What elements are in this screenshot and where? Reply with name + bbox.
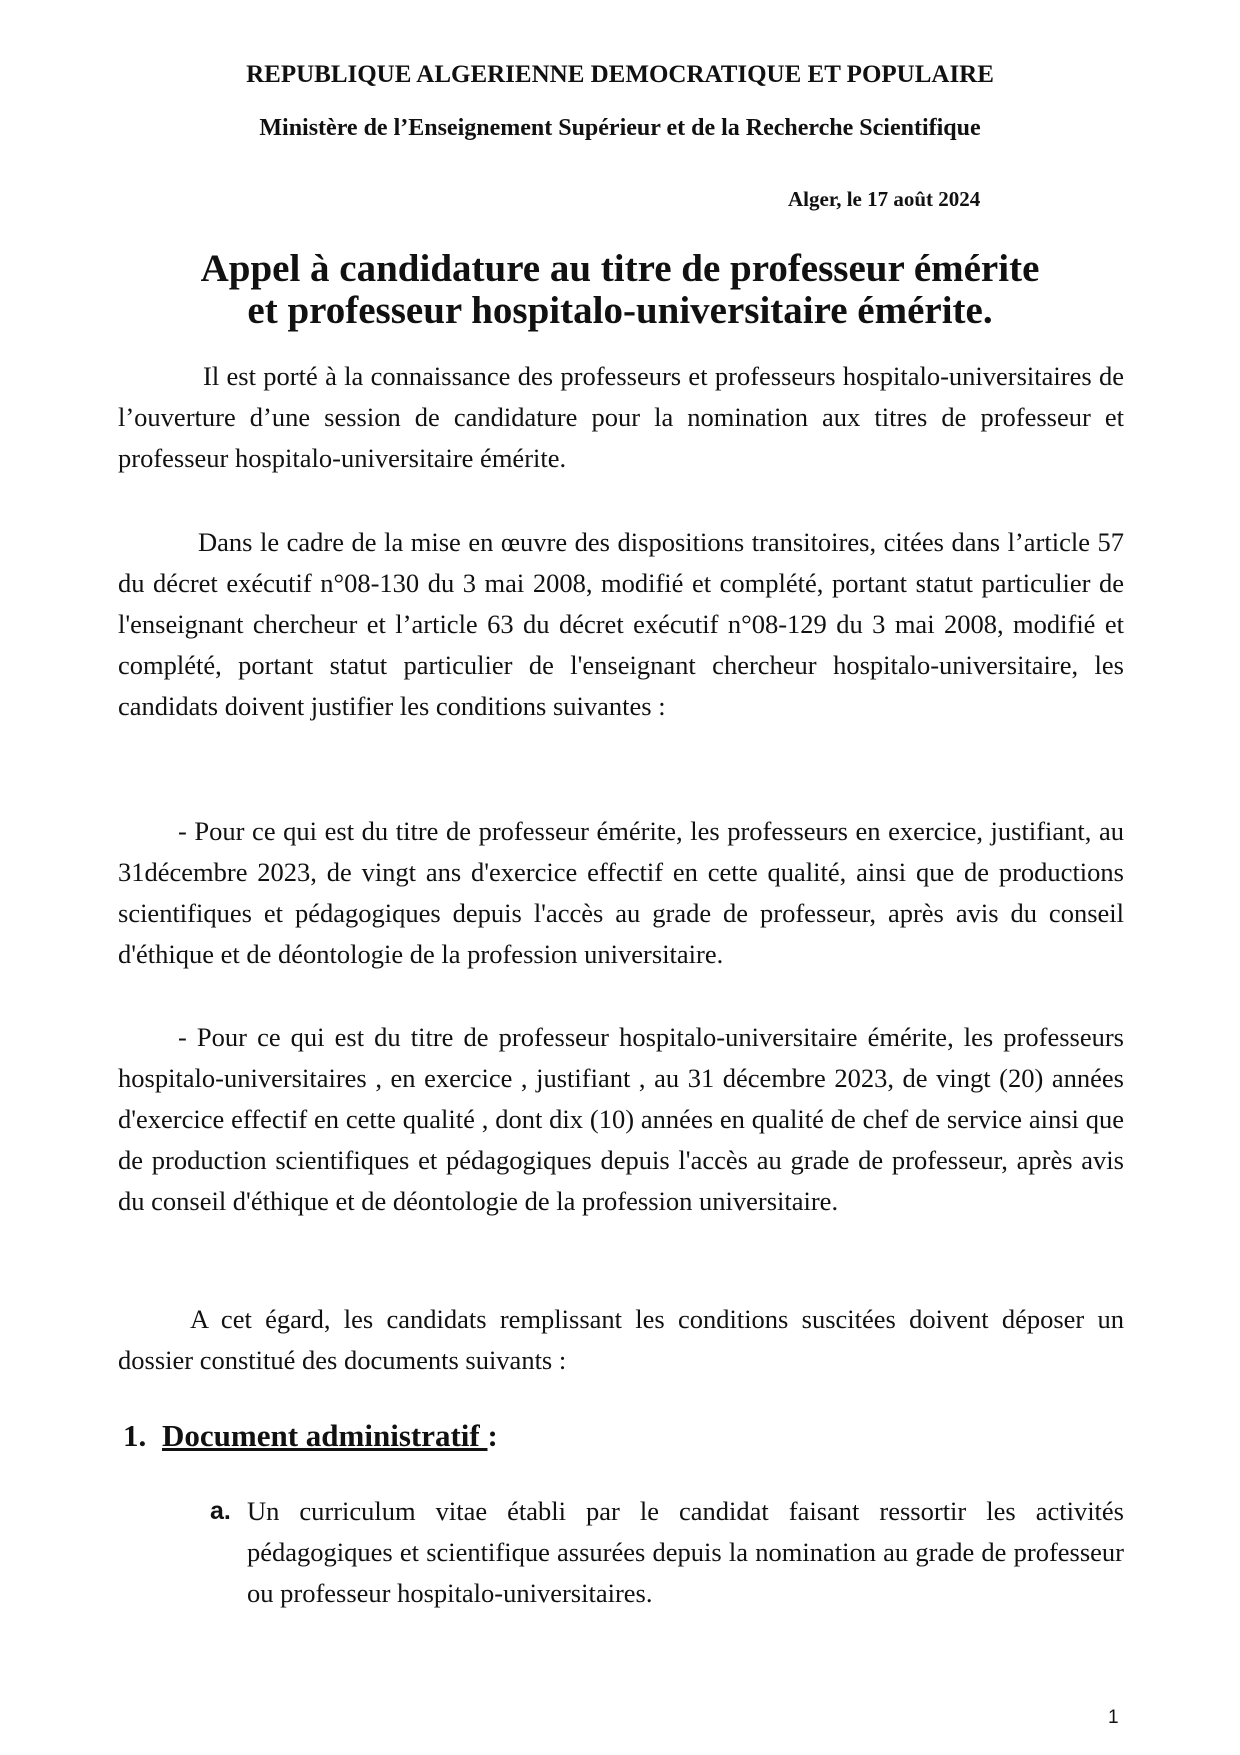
section-number: 1.	[123, 1418, 147, 1453]
intro-paragraph: Il est porté à la connaissance des professeurs et professeurs hospitalo-universitaires de l’ouverture d’une session de candidature pour la nomination aux titres de professeur et professeur hospitalo-universitaire émérite.	[118, 361, 1124, 473]
document-date: Alger, le 17 août 2024	[788, 187, 981, 211]
document-title-line-1: Appel à candidature au titre de professeur émérite	[200, 247, 1040, 290]
document-title-line-2: et professeur hospitalo-universitaire émérite.	[247, 289, 993, 332]
professor-condition-paragraph: - Pour ce qui est du titre de professeur émérite, les professeurs en exercice, justifiant, au 31décembre 2023, de vingt ans d'exercice effectif en cette qualité, ainsi que de productions scientifiques et pédagogiques depuis l'accès au grade de professeur, après avis du conseil d'éthique et de déontologie de la profession universitaire.	[118, 816, 1124, 969]
ministry-heading: Ministère de l’Enseignement Supérieur et de la Recherche Scientifique	[259, 115, 981, 141]
hospital-professor-condition-paragraph: - Pour ce qui est du titre de professeur hospitalo-universitaire émérite, les professeurs hospitalo-universitaires , en exercice , justifiant , au 31 décembre 2023, de vingt (20) années d'exercice effectif en cette qualité , dont dix (10) années en qualité de chef de service ainsi que de production scientifiques et pédagogiques depuis l'accès au grade de professeur, après avis du conseil d'éthique et de déontologie de la profession universitaire.	[118, 1022, 1124, 1216]
framework-paragraph: Dans le cadre de la mise en œuvre des dispositions transitoires, citées dans l’article 57 du décret exécutif n°08-130 du 3 mai 2008, modifié et complété, portant statut particulier de l'enseignant chercheur et l’article 63 du décret exécutif n°08-129 du 3 mai 2008, modifié et complété, portant statut particulier de l'enseignant chercheur hospitalo-universitaire, les candidats doivent justifier les conditions suivantes :	[118, 527, 1124, 721]
country-heading: REPUBLIQUE ALGERIENNE DEMOCRATIQUE ET POPULAIRE	[246, 61, 994, 88]
page-number: 1	[1108, 1707, 1119, 1728]
list-item-letter: a.	[210, 1497, 231, 1525]
section-colon: :	[487, 1418, 498, 1453]
list-item	[210, 1491, 1124, 1614]
section-administrative-documents	[123, 1418, 498, 1454]
list-item-text: Un curriculum vitae établi par le candidat faisant ressortir les activités pédagogiques et scientifique assurées depuis la nomination au grade de professeur ou professeur hospitalo-universitaires.	[247, 1496, 1124, 1608]
dossier-paragraph: A cet égard, les candidats remplissant les conditions suscitées doivent déposer un dossier constitué des documents suivants :	[118, 1304, 1124, 1375]
section-title: Document administratif	[162, 1418, 488, 1453]
